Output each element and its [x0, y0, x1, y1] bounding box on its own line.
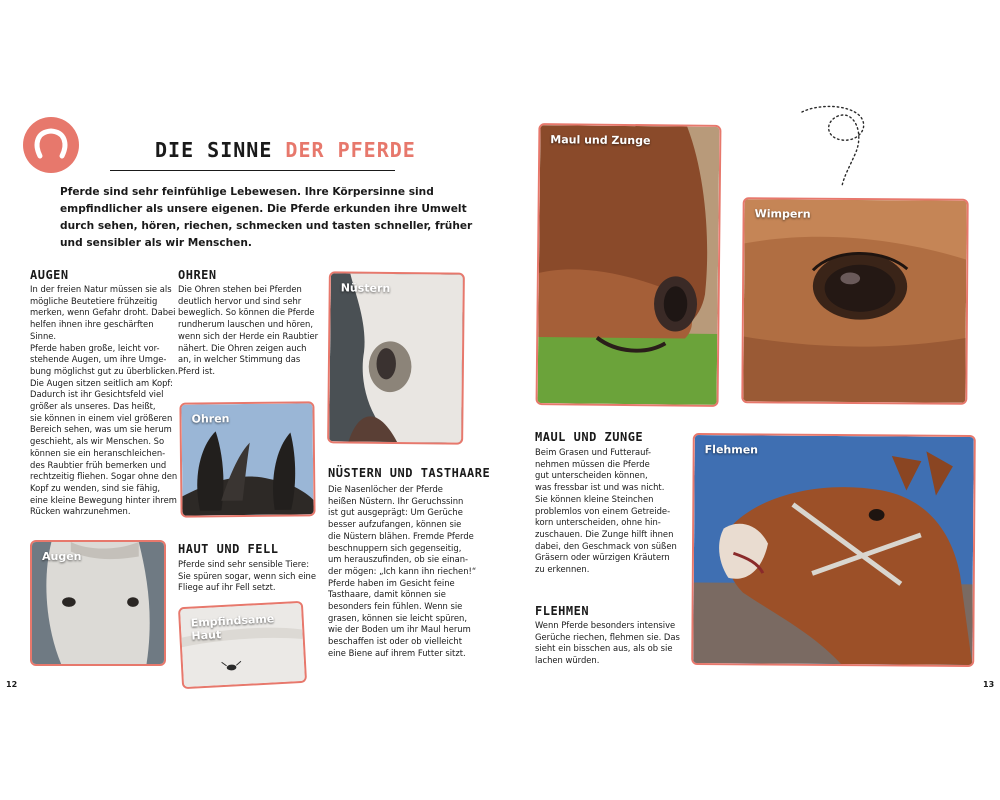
photo-ohren — [179, 401, 315, 517]
text-flehmen: Wenn Pferde besonders intensive Gerüche riechen, flehmen sie. Das sieht ein bisschen aus, als ob sie lachen würden. — [535, 620, 680, 666]
photo-label-augen: Augen — [42, 550, 82, 563]
heading-haut: HAUT UND FELL — [178, 542, 279, 556]
horseshoe-icon — [22, 116, 80, 174]
photo-wimpern — [741, 197, 968, 405]
photo-label-ohren: Ohren — [191, 412, 230, 426]
heading-ohren: OHREN — [178, 268, 217, 282]
text-nuestern: Die Nasenlöcher der Pferde heißen Nüstern. Ihr Geruchssinn ist gut ausgeprägt: Um Gerüche besser aufzufangen, können sie die Nüstern blähen. Fremde Pferde beschnuppern sich gegenseitig, um herauszufinden, ob sie einan- der mögen: „Ich kann ihn riechen!“ Pferde haben im Gesicht feine Tasthaare, damit können sie besonders fein fühlen. Wenn sie grasen, können sie leicht spüren, wie der Boden um ihr Maul herum beschaffen ist oder ob vielleicht eine Biene auf ihrem Futter sitzt. — [328, 484, 477, 658]
title-underline — [110, 170, 395, 171]
page-title — [155, 138, 416, 162]
text-haut: Pferde sind sehr sensible Tiere: Sie spüren sogar, wenn sich eine Fliege auf ihr Fell setzt. — [178, 559, 317, 593]
page-number-right: 13 — [983, 680, 995, 689]
title-part-1: DIE SINNE — [155, 138, 273, 162]
photo-nuestern — [327, 271, 465, 444]
photo-maul — [536, 123, 722, 407]
heading-nuestern: NÜSTERN UND TASTHAARE — [328, 466, 491, 480]
nostril-image — [329, 273, 463, 442]
eyelash-image — [743, 199, 966, 403]
photo-flehmen — [691, 433, 976, 667]
heading-flehmen: FLEHMEN — [535, 604, 590, 618]
title-part-2: DER PFERDE — [285, 138, 416, 162]
photo-label-nuestern: Nüstern — [340, 281, 391, 295]
photo-haut — [178, 601, 307, 689]
muzzle-image — [538, 125, 720, 405]
photo-label-flehmen: Flehmen — [704, 443, 759, 457]
photo-label-maul: Maul und Zunge — [550, 133, 651, 148]
page-number-left: 12 — [6, 680, 18, 689]
photo-label-haut: Empfindsame Haut — [190, 612, 275, 643]
photo-label-wimpern: Wimpern — [754, 207, 811, 221]
heading-maul: MAUL UND ZUNGE — [535, 430, 644, 444]
photo-augen — [30, 540, 166, 666]
text-ohren: Die Ohren stehen bei Pferden deutlich hervor und sind sehr beweglich. So können die Pferde rundherum lauschen und hören, wenn sich der Herde ein Raubtier nähert. Die Ohren zeigen auch an, in welcher Stimmung das Pferd ist. — [178, 284, 319, 376]
flehmen-image — [693, 435, 974, 665]
intro-text: Pferde sind sehr feinfühlige Lebewesen. Ihre Körpersinne sind empfindlicher als unsere eigenen. Die Pferde erkunden ihre Umwelt durch sehen, hören, riechen, schmecken und tasten schneller, früher und sensibler als wir Menschen. — [60, 186, 473, 249]
text-augen: In der freien Natur müssen sie als mögliche Beutetiere frühzeitig merken, wenn Gefahr droht. Dabei helfen ihnen ihre geschärften Sinne. Pferde haben große, leicht vor- stehende Augen, um ihre Umge- bung möglichst gut zu überblicken. Die Augen sitzen seitlich am Kopf: Dadurch ist ihr Gesichtsfeld viel größer als unseres. Das heißt, sie können in einem viel größeren Bereich sehen, was um sie herum geschieht, als wir Menschen. So können sie ein heranschleichen- des Raubtier früh bemerken und rechtzeitig fliehen. Sogar ohne den Kopf zu wenden, sind sie fähig, eine kleine Bewegung hinter ihrem Rücken wahrzunehmen. — [30, 284, 178, 517]
text-maul: Beim Grasen und Futterauf- nehmen müssen die Pferde gut unterscheiden können, was fressbar ist und was nicht. Sie können kleine Steinchen problemlos von einem Getreide- korn unterscheiden, ohne hin- zuschauen. Die Zunge hilft ihnen dabei, den Geschmack von süßen Gräsern oder würzigen Kräutern zu erkennen. — [535, 447, 677, 575]
dotted-loop-icon — [798, 102, 868, 188]
heading-augen: AUGEN — [30, 268, 69, 282]
dotted-loop-decoration — [798, 102, 868, 188]
horseshoe-badge — [22, 116, 80, 174]
